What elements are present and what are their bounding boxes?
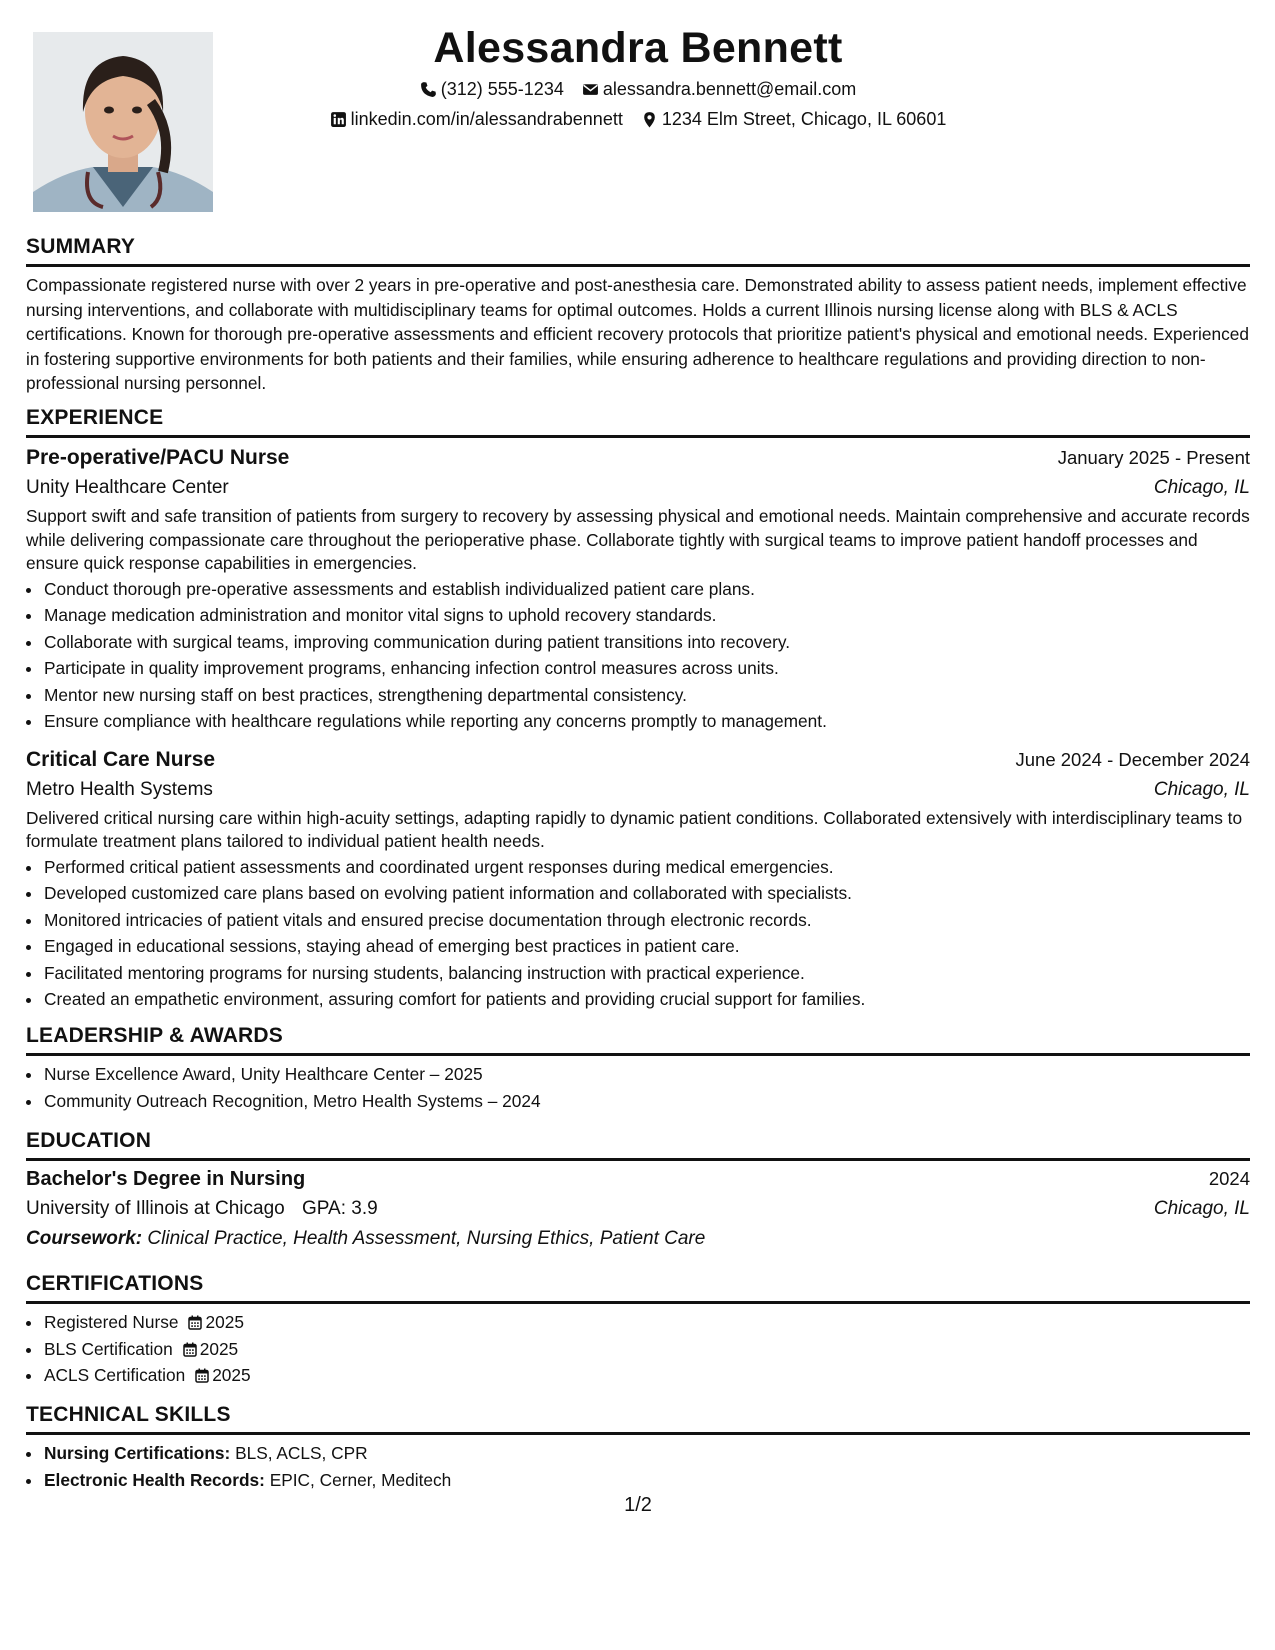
envelope-icon — [582, 81, 599, 98]
job-entry — [26, 745, 1250, 1013]
job-location: Chicago, IL — [1153, 477, 1250, 498]
list-item: • Mentor new nursing staff on best practices, strengthening departmental consistency. — [43, 682, 1250, 709]
calendar-icon — [183, 1342, 197, 1357]
section-title: CERTIFICATIONS — [26, 1272, 204, 1295]
list-item: • Community Outreach Recognition, Metro Health Systems – 2024 — [43, 1088, 1250, 1115]
section-title: EXPERIENCE — [26, 406, 164, 429]
section-title: TECHNICAL SKILLS — [26, 1403, 231, 1426]
phone-contact — [420, 74, 564, 104]
job-organization: Metro Health Systems — [26, 778, 213, 800]
list-item: • Ensure compliance with healthcare regulations while reporting any concerns promptly to management. — [43, 708, 1250, 735]
list-item: • Performed critical patient assessments and coordinated urgent responses during medical emergencies. — [43, 854, 1250, 881]
linkedin-icon — [330, 111, 347, 128]
page-number: 1/2 — [624, 1494, 652, 1516]
section-divider — [26, 264, 1250, 267]
graduation-year: 2024 — [1208, 1168, 1250, 1189]
phone-number: (312) 555-1234 — [440, 79, 564, 99]
job-dates: January 2025 - Present — [1057, 447, 1250, 468]
certification-name: BLS Certification — [44, 1338, 173, 1359]
list-item: • Created an empathetic environment, assuring comfort for patients and providing crucial support for families. — [43, 986, 1250, 1013]
job-title: Pre-operative/PACU Nurse — [26, 446, 290, 469]
skill-value: BLS, ACLS, CPR — [235, 1443, 368, 1463]
list-item: • Monitored intricacies of patient vitals and ensured precise documentation through electronic records. — [43, 907, 1250, 934]
awards-list — [26, 1061, 1250, 1114]
job-dates: June 2024 - December 2024 — [1015, 748, 1250, 770]
gpa: GPA: 3.9 — [302, 1198, 378, 1219]
contact-row-1 — [26, 74, 1250, 104]
degree-title: Bachelor's Degree in Nursing — [26, 1168, 306, 1190]
summary-section — [26, 233, 1250, 396]
job-entry — [26, 443, 1250, 735]
section-divider — [26, 1432, 1250, 1435]
experience-section — [26, 404, 1250, 1013]
email-contact[interactable] — [582, 74, 856, 104]
section-divider — [26, 1053, 1250, 1056]
school-location: Chicago, IL — [1153, 1198, 1250, 1219]
list-item: • Collaborate with surgical teams, improving communication during patient transitions into recovery. — [43, 629, 1250, 656]
skill-label: Nursing Certifications: — [44, 1443, 231, 1463]
awards-section — [26, 1022, 1250, 1114]
calendar-icon — [195, 1368, 209, 1383]
coursework — [26, 1224, 1250, 1254]
list-item — [43, 1467, 1250, 1494]
certifications-list — [26, 1309, 1250, 1389]
certification-year: 2025 — [212, 1365, 251, 1385]
job-location: Chicago, IL — [1153, 778, 1250, 800]
linkedin-url[interactable]: linkedin.com/in/alessandrabennett — [350, 109, 623, 129]
linkedin-contact[interactable] — [330, 104, 623, 134]
resume-page — [26, 0, 1250, 1650]
certification-name: ACLS Certification — [44, 1365, 186, 1385]
certification-year: 2025 — [205, 1312, 244, 1332]
coursework-label: Coursework: — [26, 1228, 143, 1249]
contact-row-2 — [26, 104, 1250, 134]
phone-icon — [420, 81, 437, 98]
list-item: • Conduct thorough pre-operative assessments and establish individualized patient care plans. — [43, 576, 1250, 603]
list-item: • Nurse Excellence Award, Unity Healthcare Center – 2025 — [43, 1061, 1250, 1088]
summary-text: Compassionate registered nurse with over 2 years in pre-operative and post-anesthesia care. Demonstrated ability to assess patient needs, implement effective nursing interventions, and collaborate with multidisciplinary teams for optimal outcomes. Holds a current Illinois nursing license along with BLS & ACLS certifications. Known for thorough pre-operative assessments and efficient recovery protocols that prioritize patient's physical and emotional needs. Experienced in fostering supportive environments for both patients and their families, while ensuring adherence to healthcare regulations and providing direction to non-professional nursing personnel. — [26, 275, 1249, 393]
certification-name: Registered Nurse — [44, 1312, 179, 1332]
section-title: LEADERSHIP & AWARDS — [26, 1024, 283, 1047]
job-description: Support swift and safe transition of patients from surgery to recovery by assessing physical and emotional needs. Maintain comprehensive and accurate records while delivering compassionate care throughout the perioperative phase. Collaborate tightly with surgical teams to improve patient handoff processes and ensure quick response capabilities in emergencies. — [26, 506, 1250, 573]
certification-year: 2025 — [199, 1338, 239, 1359]
section-title: EDUCATION — [26, 1129, 152, 1152]
street-address: 1234 Elm Street, Chicago, IL 60601 — [661, 109, 947, 129]
list-item: • Facilitated mentoring programs for nursing students, balancing instruction with practical experience. — [43, 960, 1250, 987]
list-item: • Participate in quality improvement programs, enhancing infection control measures across units. — [43, 655, 1250, 682]
list-item: • Engaged in educational sessions, staying ahead of emerging best practices in patient care. — [43, 933, 1250, 960]
job-description: Delivered critical nursing care within high-acuity settings, adapting rapidly to dynamic patient conditions. Collaborated extensively with interdisciplinary teams to formulate treatment plans tailored to individual patient health needs. — [26, 807, 1243, 851]
calendar-icon — [188, 1315, 202, 1330]
email-address[interactable]: alessandra.bennett@email.com — [602, 79, 857, 99]
candidate-name: Alessandra Bennett — [433, 24, 843, 72]
education-section — [26, 1127, 1250, 1254]
address-contact — [641, 104, 947, 134]
list-item: • Developed customized care plans based on evolving patient information and collaborated with specialists. — [43, 880, 1250, 907]
school-name: University of Illinois at Chicago — [26, 1198, 285, 1219]
resume-header — [26, 22, 1250, 134]
list-item: • Manage medication administration and monitor vital signs to uphold recovery standards. — [43, 602, 1250, 629]
skill-label: Electronic Health Records: — [44, 1469, 265, 1490]
section-title: SUMMARY — [26, 235, 136, 258]
certifications-section — [26, 1270, 1250, 1389]
list-item — [43, 1362, 1250, 1389]
job-bullets — [26, 576, 1250, 735]
skill-value: EPIC, Cerner, Meditech — [269, 1469, 452, 1490]
job-bullets — [26, 854, 1250, 1013]
section-divider — [26, 435, 1250, 438]
map-pin-icon — [641, 111, 658, 128]
list-item — [43, 1440, 1250, 1467]
skills-section — [26, 1401, 1250, 1493]
list-item — [43, 1309, 1250, 1336]
skills-list — [26, 1440, 1250, 1493]
section-divider — [26, 1158, 1250, 1161]
job-organization: Unity Healthcare Center — [26, 477, 229, 498]
job-title: Critical Care Nurse — [26, 747, 216, 771]
list-item — [43, 1336, 1250, 1363]
section-divider — [26, 1301, 1250, 1304]
coursework-list: Clinical Practice, Health Assessment, Nursing Ethics, Patient Care — [147, 1228, 706, 1249]
